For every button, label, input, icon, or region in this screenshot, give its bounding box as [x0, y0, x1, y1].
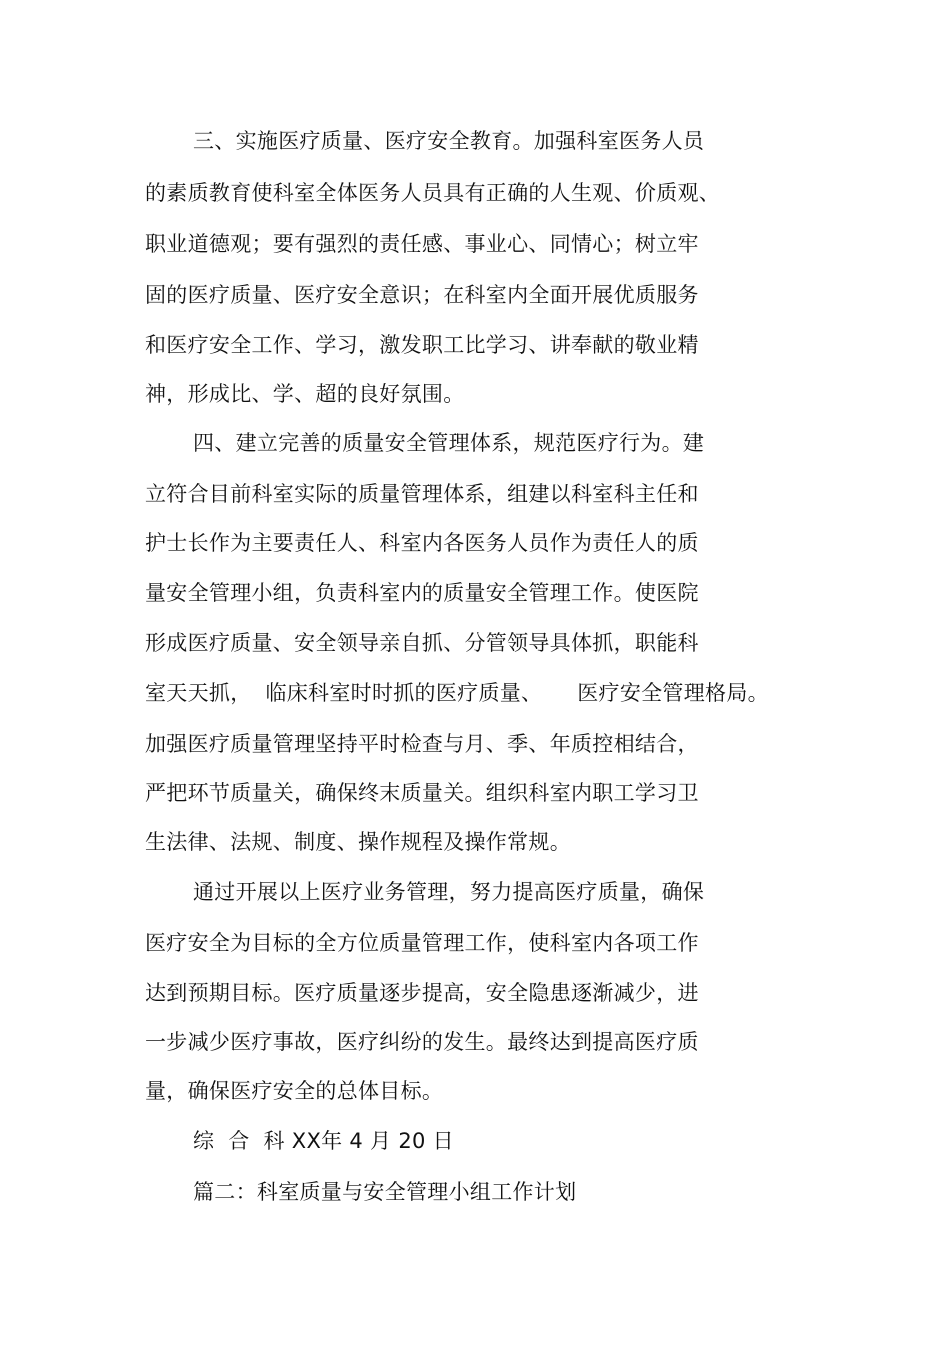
paragraph-5-line-2: 医疗安全为目标的全方位质量管理工作，使科室内各项工作: [145, 931, 699, 955]
paragraph-4-line-8: 严把环节质量关，确保终末质量关。组织科室内职工学习卫: [145, 781, 699, 805]
paragraph-4-line-5: 形成医疗质量、安全领导亲自抓、分管领导具体抓，职能科: [145, 631, 699, 655]
section-heading: 篇二：科室质量与安全管理小组工作计划: [193, 1180, 577, 1204]
paragraph-5-line-4: 一步减少医疗事故，医疗纠纷的发生。最终达到提高医疗质: [145, 1030, 699, 1054]
paragraph-4-line-2: 立符合目前科室实际的质量管理体系，组建以科室科主任和: [145, 482, 699, 506]
paragraph-3-line-3: 职业道德观；要有强烈的责任感、事业心、同情心；树立牢: [145, 232, 699, 256]
paragraph-3-line-6: 神，形成比、学、超的良好氛围。: [145, 382, 465, 406]
paragraph-4-line-4: 量安全管理小组，负责科室内的质量安全管理工作。使医院: [145, 581, 699, 605]
paragraph-4-line-9: 生法律、法规、制度、操作规程及操作常规。: [145, 830, 571, 854]
paragraph-4-line-7: 加强医疗质量管理坚持平时检查与月、季、年质控相结合，: [145, 732, 699, 756]
paragraph-3-line-4: 固的医疗质量、医疗安全意识；在科室内全面开展优质服务: [145, 283, 699, 307]
paragraph-5-line-5: 量，确保医疗安全的总体目标。: [145, 1079, 444, 1103]
paragraph-4-line-1: 四、建立完善的质量安全管理体系，规范医疗行为。建: [193, 431, 705, 455]
paragraph-5-line-1: 通过开展以上医疗业务管理，努力提高医疗质量，确保: [193, 880, 705, 904]
paragraph-3-line-2: 的素质教育使科室全体医务人员具有正确的人生观、价质观、: [145, 181, 721, 205]
paragraph-4-line-3: 护士长作为主要责任人、科室内各医务人员作为责任人的质: [145, 531, 699, 555]
signature-date-line: 综 合 科 XX年 4 月 20 日: [193, 1129, 454, 1153]
paragraph-3-line-1: 三、实施医疗质量、医疗安全教育。加强科室医务人员: [193, 129, 705, 153]
paragraph-3-line-5: 和医疗安全工作、学习，激发职工比学习、讲奉献的敬业精: [145, 333, 699, 357]
paragraph-5-line-3: 达到预期目标。医疗质量逐步提高，安全隐患逐渐减少，进: [145, 981, 699, 1005]
paragraph-4-line-6: 室天天抓， 临床科室时时抓的医疗质量、 医疗安全管理格局。: [145, 681, 769, 705]
